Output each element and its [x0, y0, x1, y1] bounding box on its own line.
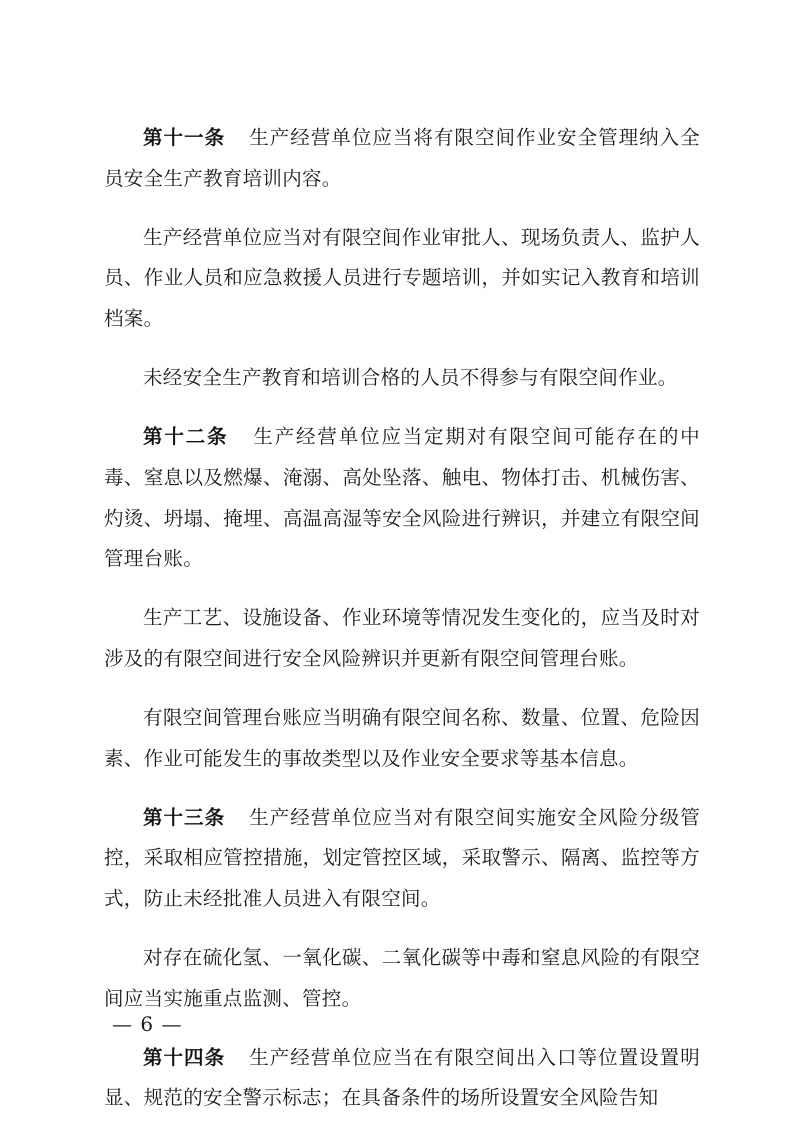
paragraph-text: 生产经营单位应当将有限空间作业安全管理纳入全员安全生产教育培训内容。: [104, 126, 700, 190]
paragraph-article-11: [104, 118, 700, 199]
page-number: — 6 —: [112, 1012, 183, 1036]
paragraph-article-13: [104, 798, 700, 920]
paragraph: [104, 218, 700, 340]
paragraph: [104, 358, 700, 399]
paragraph-text: 生产经营单位应当在有限空间出入口等位置设置明显、规范的安全警示标志；在具备条件的场所设置安全风险告知: [104, 1045, 700, 1110]
article-number: 第十二条: [143, 425, 229, 449]
paragraph-article-12: [104, 417, 700, 580]
paragraph-text: 生产经营单位应当对有限空间实施安全风险分级管控，采取相应管控措施，划定管控区域，采取警示、隔离、监控等方式，防止未经批准人员进入有限空间。: [104, 805, 700, 911]
paragraph: [104, 698, 700, 779]
article-number: 第十三条: [143, 805, 226, 829]
paragraph-text: 有限空间管理台账应当明确有限空间名称、数量、位置、危险因素、作业可能发生的事故类型以及作业安全要求等基本信息。: [104, 705, 700, 770]
paragraph-text: 生产工艺、设施设备、作业环境等情况发生变化的，应当及时对涉及的有限空间进行安全风险辨识并更新有限空间管理台账。: [104, 606, 700, 670]
article-number: 第十四条: [143, 1045, 226, 1069]
article-number: 第十一条: [143, 126, 226, 149]
paragraph-text: 生产经营单位应当定期对有限空间可能存在的中毒、窒息以及燃爆、淹溺、高处坠落、触电、物体打击、机械伤害、灼烫、坍塌、掩埋、高温高湿等安全风险进行辨识，并建立有限空间管理台账。: [104, 425, 700, 571]
paragraph: [104, 598, 700, 679]
paragraph-article-14: [104, 1038, 700, 1119]
paragraph-text: 生产经营单位应当对有限空间作业审批人、现场负责人、监护人员、作业人员和应急救援人员进行专题培训，并如实记入教育和培训档案。: [104, 225, 700, 331]
paragraph-text: 对存在硫化氢、一氧化碳、二氧化碳等中毒和窒息风险的有限空间应当实施重点监测、管控。: [104, 946, 700, 1010]
paragraph-text: 未经安全生产教育和培训合格的人员不得参与有限空间作业。: [143, 366, 678, 390]
paragraph: [104, 938, 700, 1019]
document-body: [104, 118, 700, 1137]
